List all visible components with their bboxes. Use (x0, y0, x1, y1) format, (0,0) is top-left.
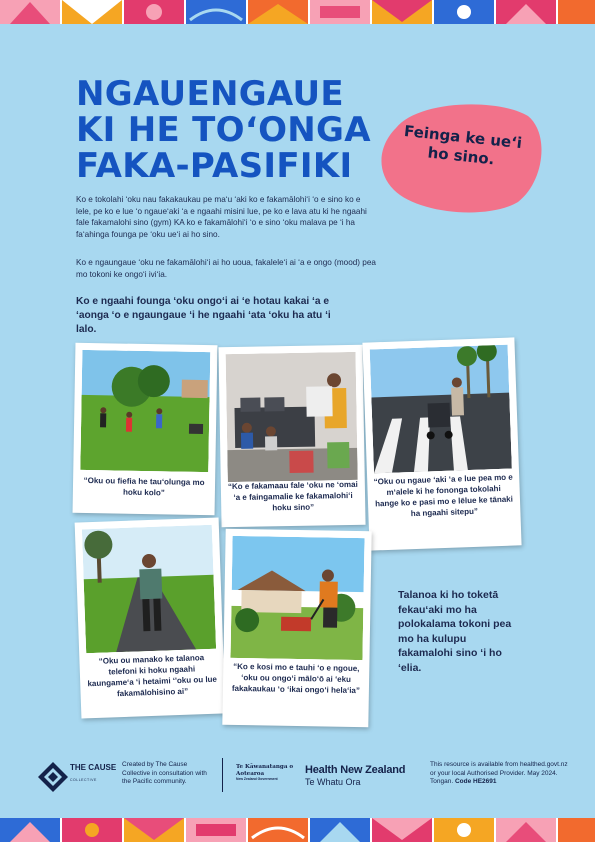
photo-card-path-walk (75, 518, 226, 719)
intro-paragraph: Ko e tokolahi ʻoku nau fakakaukau pe maʻu ʻaki ko e fakamālohiʻi ʻo e sino ko e lele, pe ko e lue ʻo ngaueʻaki ʻa e ngaahi misini lue, pe ko e lava atu ki he ngaahi fale fakamalohi sino (gym) KA ko e fakamālohiʻi ʻo e sino ʻoku malava pe ʻi ha faʻahinga founga pe ʻoku ueʻi ai ho sino. (76, 195, 367, 239)
nz-government-logo (236, 764, 298, 782)
photos-lead-paragraph: Ko e ngaahi founga ʻoku ongoʻi ai ʻe hotau kakai ʻa e ʻaonga ʻo e ngaungaue ʻi he ngaahi ʻata ʻoku ha atu ʻi lalo. (76, 296, 331, 335)
logo-wordmark: THE CAUSE (70, 763, 117, 772)
resource-code: Code HE2691 (454, 778, 497, 786)
photo-caption-path-walk: “Oku ou manako ke talanoa telefoni ki hoku ngaahi kaungameʻa ʻi hetaimi ʻ'oku ou lue fakamālohisino ai” (87, 653, 218, 699)
photo-mowing (230, 536, 364, 660)
hnz-name: Health New Zealand (305, 764, 406, 776)
gov-subtitle: New Zealand Government (236, 777, 278, 782)
top-pattern-band (0, 0, 595, 24)
availability-note (430, 761, 570, 787)
footer-divider (222, 758, 223, 792)
gov-name: Te Kāwanatanga o Aotearoa (236, 764, 294, 777)
photo-caption-park-play: “Oku ou fiefia he tauʻolunga mo hoku kolo” (83, 475, 205, 498)
logo-subtitle: COLLECTIVE (70, 778, 97, 782)
title-line-1: NGAUENGAUE (76, 74, 344, 114)
footer (0, 758, 595, 798)
photo-caption-laundry: “Ko e fakamaau fale ʻoku ne ʻomai ʻa e faingamalie ke fakamalohiʻi hoku sino” (227, 479, 358, 513)
photo-stroller-walk (370, 345, 512, 474)
hnz-subtitle: Te Whatu Ora (305, 777, 361, 787)
photo-caption-stroller-walk: “Oku ou ngaue ʻaki ʻa e lue pea mo e mʻalele ki he fononga tokolahi hange ko e pasi mo e lēlue ke tānaki ha ngaahi sitepu” (373, 472, 514, 519)
page-title (76, 76, 371, 184)
photo-laundry (226, 352, 358, 482)
photo-card-park-play (73, 343, 218, 515)
photo-card-stroller-walk (362, 337, 521, 550)
title-line-2: KI HE TOʻONGA (76, 110, 371, 150)
motto-bubble (378, 98, 544, 214)
doctor-advice-note: Talanoa ki ho toketā fekauʻaki mo ha polokalama tokoni pea mo ha kulupu fakamalohi sino ʻi ho ʻelia. (398, 589, 512, 674)
photo-card-mowing (222, 529, 371, 728)
photo-card-laundry (218, 345, 365, 527)
footer-credit: Created by The Cause Collective in consultation with the Pacific community. (122, 761, 207, 786)
bottom-pattern-band (0, 818, 595, 842)
motto-text: Feinga ke ueʻi ho sino. (403, 121, 523, 169)
cause-collective-logo (38, 762, 68, 797)
health-nz-logo (305, 764, 405, 788)
photo-caption-mowing: “Ko e kosi mo e tauhi ʻo e ngoue, ʻoku ou ongoʻi māloʻō ai ʻeku fakakaukau ʻo ʻikai ongoʻi helaʻia” (231, 661, 361, 696)
photo-path-walk (82, 525, 216, 653)
photo-park-play (80, 350, 210, 472)
benefits-paragraph: Ko e ngaungaue ʻoku ne fakamālohiʻi ai ho uoua, fakaleleʻi ai ʻa e ongo (mood) pea mo tokoni ke ongoʻi iviʻia. (76, 258, 376, 279)
availability-text: This resource is available from healthed.govt.nz or your local Authorised Provider. May 2024. Tongan. (430, 761, 568, 786)
title-line-3: FAKA-PASIFIKI (76, 146, 353, 186)
